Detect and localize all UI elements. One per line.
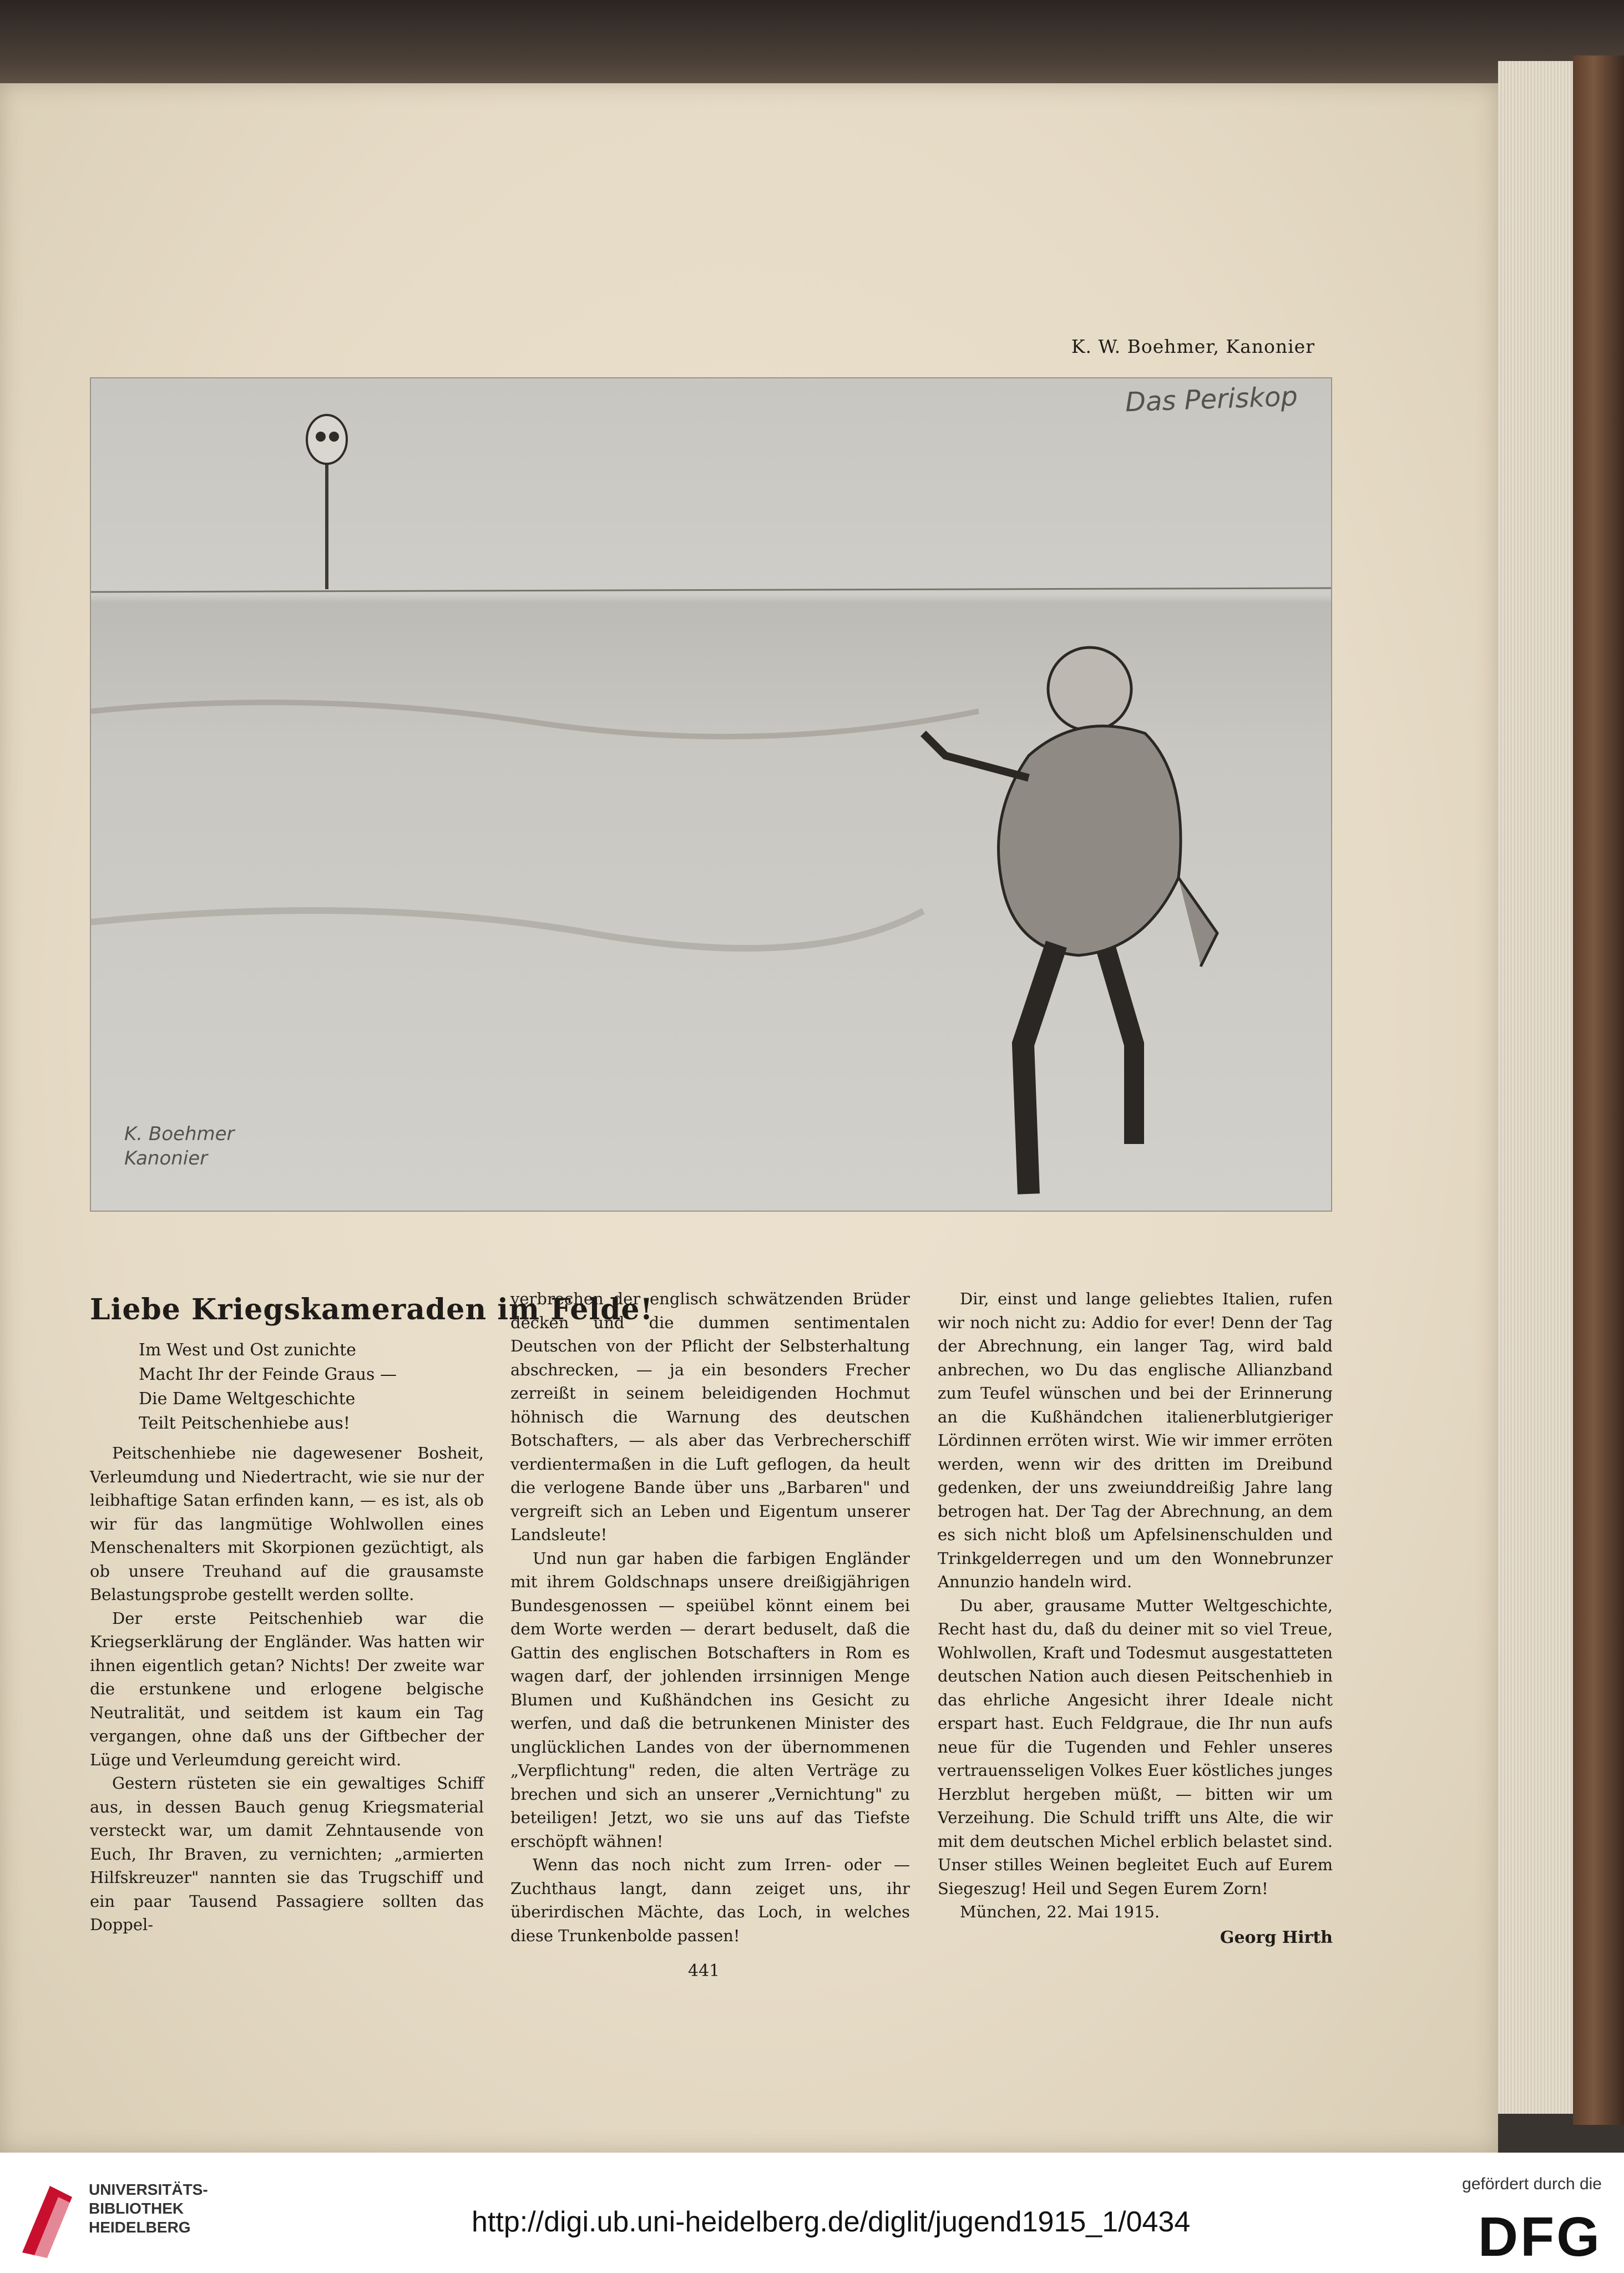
running-figure [923,647,1217,1194]
artist-signature-rank: Kanonier [124,1147,208,1170]
illustration-periscope [90,377,1332,1212]
artist-signature-name: K. Boehmer [124,1123,235,1145]
university-library-logo-icon [17,2175,78,2258]
dateline: München, 22. Mai 1915. [960,1902,1160,1921]
author-name: Georg Hirth [1220,1927,1333,1947]
dfg-logo: DFG [1478,2206,1602,2268]
paragraph: Gestern rüsteten sie ein gewaltiges Schiff aus, in dessen Bauch genug Kriegsmaterial versteckt war, um damit Zehntausende von Euch, Ihr Braven, zu vernichten; „armierten Hilfskreuzer" nannten sie das Trugschiff und ein paar Tausend Passagiere sollten das Doppel- [90,1774,484,1934]
artist-signature [124,1122,235,1171]
book-cover-edge [1573,55,1624,2125]
poem-line: Die Dame Weltgeschichte [139,1389,356,1409]
paragraph: Der erste Peitschenhieb war die Kriegserklärung der Engländer. Was hatten wir ihnen eigentlich getan? Nichts! Der zweite war die erstunkene und erlogene belgische Neutralität, und seitdem ist kaum ein Tag vergangen, ohne daß uns der Giftbecher der Lüge und Verleumdung gereicht wird. [90,1608,484,1769]
university-library-name [89,2180,208,2237]
paragraph: Und nun gar haben die farbigen Engländer mit ihrem Goldschnaps unsere dreißigjährigen Bundesgenossen — speiübel könnt einem bei dem Worte werden — derart beduselt, daß die Gattin des englischen Botschafters in Rom es wagen darf, der johlenden irrsinnigen Menge Blumen und Kußhändchen ins Gesicht zu werfen, und daß die betrunkenen Minister des unglücklichen Landes von der übernommenen „Verpflichtung" reden, die alten Verträge zu brechen und sich an unserer „Vernichtung" zu beteiligen! Jetzt, wo sie uns auf das Tiefste erschöpft wähnen! [510,1548,910,1851]
text-column-3 [938,1287,1333,1950]
poem-line: Macht Ihr der Feinde Graus — [139,1365,397,1384]
poem-line: Teilt Peitschenhiebe aus! [139,1414,350,1433]
paragraph: Dir, einst und lange geliebtes Italien, rufen wir noch nicht zu: Addio for ever! Denn der Tag der Abrechnung, ein langer Tag, wird bald anbrechen, wo Du das englische Allianzband zum Teufel wünschen und bei der Erinnerung an die Kußhändchen italienerblutgieriger Lördinnen erröten wirst. Wie wir immer erröten werden, wenn wir des dritten im Dreibund gedenken, der uns zweiunddreißig Jahre lang betrogen hat. Der Tag der Abrechnung, an dem es sich nicht bloß um Apfelsinenschulden und Trinkgelderregen und um den Wonnebrunzer Annunzio handeln wird. [938,1289,1333,1591]
trench-line [91,702,979,737]
source-url[interactable]: http://digi.ub.uni-heidelberg.de/diglit/jugend1915_1/0434 [472,2206,1191,2238]
trench-line [91,910,923,948]
paragraph: Wenn das noch nicht zum Irren- oder — Zuchthaus langt, dann zeiget uns, ihr überirdischen Mächte, das Loch, in welches diese Trunkenbolde passen! [510,1855,910,1945]
library-name-line: HEIDELBERG [89,2219,191,2236]
library-name-line: BIBLIOTHEK [89,2200,184,2217]
text-column-2 [510,1287,910,1947]
footer-bar [0,2153,1624,2273]
funding-note: gefördert durch die [1462,2175,1602,2193]
paragraph: verbrechen der englisch schwätzenden Brüder decken und die dummen sentimentalen Deutschen von der Pflicht der Selbsterhaltung abschrecken, — ja ein besonders Frecher zerreißt in seinem beleidigenden Hochmut höhnisch die Warnung des deutschen Botschafters, — als aber das Verbrecherschiff verdientermaßen in die Luft geflogen, da heult die verlogene Bande über uns „Barbaren" und vergreift sich an Leben und Eigentum unserer Landsleute! [510,1289,910,1544]
paragraph: Peitschenhiebe nie dagewesener Bosheit, Verleumdung und Niedertracht, wie sie nur der leibhaftige Satan erfinden kann, — es ist, als ob wir für das langmütige Wohlwollen eines Menschenalters mit Skorpionen gezüchtigt, als ob unsere Treuhand auf die grausamste Belastungsprobe gestellt werden sollte. [90,1444,484,1604]
poem [139,1338,397,1436]
horizon-line [91,588,1331,592]
page-number: 441 [688,1961,720,1981]
text-column-1 [90,1441,484,1937]
page-stack-edge [1498,61,1576,2114]
illustration-caption-signature: Das Periskop [1125,381,1298,418]
library-name-line: UNIVERSITÄTS- [89,2181,208,2198]
poem-line: Im West und Ost zunichte [139,1340,356,1360]
sketch-drawing [91,378,1331,1211]
paragraph: Du aber, grausame Mutter Weltgeschichte, Recht hast du, daß du deiner mit so viel Treue, Wohlwollen, Kraft und Todesmut ausgestatteten deutschen Nation auch diesen Peitschenhieb in das ehrliche Angesicht ihrer Ideale nicht erspart hast. Euch Feldgraue, die Ihr nun aufs neue für die Tugenden und Fehler unseres vertrauensseligen Volkes Euer köstliches junges Herzblut hergeben müßt, — bitten wir um Verzeihung. Die Schuld trifft uns Alte, die wir mit dem deutschen Michel erblich belastet sind. Unser stilles Weinen begleitet Euch auf Eurem Siegeszug! Heil und Segen Eurem Zorn! [938,1596,1333,1898]
article-title: Liebe Kriegskameraden im Felde! [90,1293,654,1327]
skull-icon [307,415,347,464]
illustration-credit: K. W. Boehmer, Kanonier [1071,336,1315,357]
scanned-page [0,83,1498,2153]
